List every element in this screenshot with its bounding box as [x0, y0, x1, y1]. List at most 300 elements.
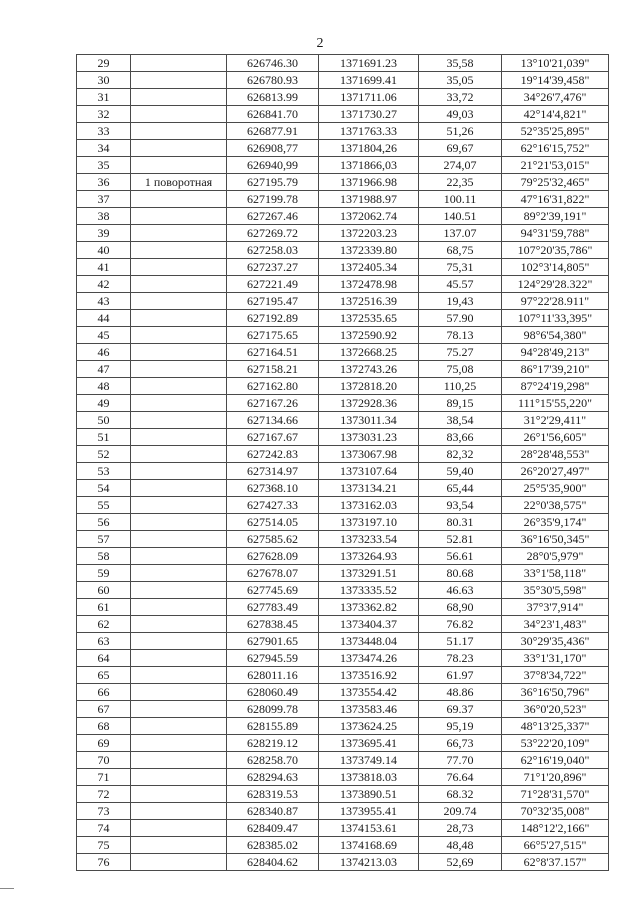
direction-angle-cell: 22°0'38,575"	[502, 497, 609, 514]
point-number-cell: 29	[77, 55, 131, 72]
point-note-cell	[131, 463, 227, 480]
x-coordinate-cell: 628219.12	[227, 735, 319, 752]
table-row	[77, 276, 609, 293]
y-coordinate-cell: 1372339.80	[319, 242, 419, 259]
table-row	[77, 565, 609, 582]
direction-angle-cell: 107°11'33,395"	[502, 310, 609, 327]
direction-angle-cell: 71°28'31,570"	[502, 786, 609, 803]
direction-angle-cell: 42°14'4,821"	[502, 106, 609, 123]
point-note-cell	[131, 786, 227, 803]
y-coordinate-cell: 1371711.06	[319, 89, 419, 106]
point-note-cell	[131, 616, 227, 633]
table-row	[77, 208, 609, 225]
direction-angle-cell: 124°29'28.322"	[502, 276, 609, 293]
point-note-cell	[131, 106, 227, 123]
point-number-cell: 39	[77, 225, 131, 242]
point-number-cell: 67	[77, 701, 131, 718]
point-number-cell: 72	[77, 786, 131, 803]
y-coordinate-cell: 1371699.41	[319, 72, 419, 89]
table-row	[77, 344, 609, 361]
y-coordinate-cell: 1372668.25	[319, 344, 419, 361]
point-number-cell: 73	[77, 803, 131, 820]
point-number-cell: 54	[77, 480, 131, 497]
table-row	[77, 259, 609, 276]
point-note-cell	[131, 395, 227, 412]
x-coordinate-cell: 627237.27	[227, 259, 319, 276]
segment-length-cell: 110,25	[419, 378, 502, 395]
point-note-cell	[131, 599, 227, 616]
direction-angle-cell: 34°23'1,483"	[502, 616, 609, 633]
direction-angle-cell: 94°28'49,213"	[502, 344, 609, 361]
x-coordinate-cell: 628011.16	[227, 667, 319, 684]
segment-length-cell: 77.70	[419, 752, 502, 769]
segment-length-cell: 49,03	[419, 106, 502, 123]
point-number-cell: 40	[77, 242, 131, 259]
x-coordinate-cell: 627745.69	[227, 582, 319, 599]
point-note-cell	[131, 123, 227, 140]
point-note-cell	[131, 735, 227, 752]
point-note-cell	[131, 157, 227, 174]
table-row	[77, 72, 609, 89]
segment-length-cell: 56.61	[419, 548, 502, 565]
point-number-cell: 48	[77, 378, 131, 395]
point-number-cell: 35	[77, 157, 131, 174]
x-coordinate-cell: 627945.59	[227, 650, 319, 667]
y-coordinate-cell: 1373516.92	[319, 667, 419, 684]
direction-angle-cell: 13°10'21,039"	[502, 55, 609, 72]
point-number-cell: 42	[77, 276, 131, 293]
segment-length-cell: 89,15	[419, 395, 502, 412]
segment-length-cell: 38,54	[419, 412, 502, 429]
segment-length-cell: 59,40	[419, 463, 502, 480]
table-row	[77, 837, 609, 854]
table-row	[77, 786, 609, 803]
direction-angle-cell: 62°16'19,040"	[502, 752, 609, 769]
y-coordinate-cell: 1373448.04	[319, 633, 419, 650]
point-number-cell: 55	[77, 497, 131, 514]
segment-length-cell: 209.74	[419, 803, 502, 820]
table-row	[77, 242, 609, 259]
direction-angle-cell: 19°14'39,458"	[502, 72, 609, 89]
y-coordinate-cell: 1373264.93	[319, 548, 419, 565]
x-coordinate-cell: 627267.46	[227, 208, 319, 225]
y-coordinate-cell: 1373335.52	[319, 582, 419, 599]
point-note-cell	[131, 497, 227, 514]
y-coordinate-cell: 1373291.51	[319, 565, 419, 582]
x-coordinate-cell: 626940,99	[227, 157, 319, 174]
y-coordinate-cell: 1374213.03	[319, 854, 419, 871]
segment-length-cell: 137.07	[419, 225, 502, 242]
direction-angle-cell: 66°5'27,515"	[502, 837, 609, 854]
direction-angle-cell: 87°24'19,298"	[502, 378, 609, 395]
point-number-cell: 52	[77, 446, 131, 463]
point-number-cell: 58	[77, 548, 131, 565]
x-coordinate-cell: 627368.10	[227, 480, 319, 497]
segment-length-cell: 51.17	[419, 633, 502, 650]
point-note-cell	[131, 837, 227, 854]
point-number-cell: 70	[77, 752, 131, 769]
point-note-cell	[131, 531, 227, 548]
point-number-cell: 61	[77, 599, 131, 616]
point-number-cell: 37	[77, 191, 131, 208]
y-coordinate-cell: 1372062.74	[319, 208, 419, 225]
point-number-cell: 36	[77, 174, 131, 191]
x-coordinate-cell: 627192.89	[227, 310, 319, 327]
segment-length-cell: 48.86	[419, 684, 502, 701]
scan-edge-mark	[0, 888, 14, 889]
direction-angle-cell: 35°30'5,598"	[502, 582, 609, 599]
table-row	[77, 650, 609, 667]
y-coordinate-cell: 1372203.23	[319, 225, 419, 242]
point-note-cell	[131, 327, 227, 344]
x-coordinate-cell: 628155.89	[227, 718, 319, 735]
y-coordinate-cell: 1372405.34	[319, 259, 419, 276]
segment-length-cell: 75,31	[419, 259, 502, 276]
point-note-cell	[131, 565, 227, 582]
x-coordinate-cell: 627838.45	[227, 616, 319, 633]
x-coordinate-cell: 626813.99	[227, 89, 319, 106]
table-row	[77, 55, 609, 72]
table-row	[77, 191, 609, 208]
x-coordinate-cell: 627134.66	[227, 412, 319, 429]
x-coordinate-cell: 627628.09	[227, 548, 319, 565]
point-number-cell: 47	[77, 361, 131, 378]
point-number-cell: 34	[77, 140, 131, 157]
table-row	[77, 497, 609, 514]
point-note-cell	[131, 820, 227, 837]
table-row	[77, 89, 609, 106]
y-coordinate-cell: 1374168.69	[319, 837, 419, 854]
table-row	[77, 310, 609, 327]
point-note-cell	[131, 140, 227, 157]
point-number-cell: 30	[77, 72, 131, 89]
segment-length-cell: 80.68	[419, 565, 502, 582]
point-number-cell: 59	[77, 565, 131, 582]
segment-length-cell: 75,08	[419, 361, 502, 378]
direction-angle-cell: 36°0'20,523"	[502, 701, 609, 718]
segment-length-cell: 100.11	[419, 191, 502, 208]
x-coordinate-cell: 627269.72	[227, 225, 319, 242]
point-number-cell: 50	[77, 412, 131, 429]
direction-angle-cell: 107°20'35,786"	[502, 242, 609, 259]
point-number-cell: 71	[77, 769, 131, 786]
table-row	[77, 769, 609, 786]
x-coordinate-cell: 627164.51	[227, 344, 319, 361]
segment-length-cell: 140.51	[419, 208, 502, 225]
point-note-cell	[131, 701, 227, 718]
segment-length-cell: 68,90	[419, 599, 502, 616]
direction-angle-cell: 36°16'50,796"	[502, 684, 609, 701]
coordinates-table	[76, 54, 609, 871]
point-number-cell: 43	[77, 293, 131, 310]
x-coordinate-cell: 627783.49	[227, 599, 319, 616]
point-number-cell: 32	[77, 106, 131, 123]
direction-angle-cell: 89°2'39,191"	[502, 208, 609, 225]
segment-length-cell: 28,73	[419, 820, 502, 837]
point-number-cell: 63	[77, 633, 131, 650]
point-number-cell: 64	[77, 650, 131, 667]
table-row	[77, 616, 609, 633]
point-number-cell: 38	[77, 208, 131, 225]
y-coordinate-cell: 1372743.26	[319, 361, 419, 378]
x-coordinate-cell: 627162.80	[227, 378, 319, 395]
direction-angle-cell: 97°22'28.911"	[502, 293, 609, 310]
x-coordinate-cell: 628060.49	[227, 684, 319, 701]
point-note-cell	[131, 259, 227, 276]
point-note-cell	[131, 276, 227, 293]
direction-angle-cell: 21°21'53,015"	[502, 157, 609, 174]
point-note-cell	[131, 650, 227, 667]
y-coordinate-cell: 1373695.41	[319, 735, 419, 752]
direction-angle-cell: 70°32'35,008"	[502, 803, 609, 820]
segment-length-cell: 274,07	[419, 157, 502, 174]
x-coordinate-cell: 627221.49	[227, 276, 319, 293]
x-coordinate-cell: 627195.47	[227, 293, 319, 310]
point-note-cell	[131, 55, 227, 72]
table-row	[77, 514, 609, 531]
y-coordinate-cell: 1374153.61	[319, 820, 419, 837]
segment-length-cell: 75.27	[419, 344, 502, 361]
segment-length-cell: 66,73	[419, 735, 502, 752]
segment-length-cell: 82,32	[419, 446, 502, 463]
table-row	[77, 412, 609, 429]
point-note-cell	[131, 769, 227, 786]
direction-angle-cell: 33°1'31,170"	[502, 650, 609, 667]
y-coordinate-cell: 1373404.37	[319, 616, 419, 633]
y-coordinate-cell: 1373067.98	[319, 446, 419, 463]
direction-angle-cell: 25°5'35,900"	[502, 480, 609, 497]
y-coordinate-cell: 1371966.98	[319, 174, 419, 191]
table-row	[77, 174, 609, 191]
table-row	[77, 820, 609, 837]
segment-length-cell: 48,48	[419, 837, 502, 854]
y-coordinate-cell: 1371866,03	[319, 157, 419, 174]
point-note-cell	[131, 684, 227, 701]
point-note-cell: 1 поворотная	[131, 174, 227, 191]
y-coordinate-cell: 1371804,26	[319, 140, 419, 157]
x-coordinate-cell: 627242.83	[227, 446, 319, 463]
point-number-cell: 62	[77, 616, 131, 633]
segment-length-cell: 78.23	[419, 650, 502, 667]
segment-length-cell: 69,67	[419, 140, 502, 157]
direction-angle-cell: 34°26'7,476"	[502, 89, 609, 106]
table-row	[77, 531, 609, 548]
y-coordinate-cell: 1372928.36	[319, 395, 419, 412]
segment-length-cell: 83,66	[419, 429, 502, 446]
table-row	[77, 140, 609, 157]
point-note-cell	[131, 548, 227, 565]
y-coordinate-cell: 1371763.33	[319, 123, 419, 140]
point-note-cell	[131, 412, 227, 429]
segment-length-cell: 51,26	[419, 123, 502, 140]
y-coordinate-cell: 1373107.64	[319, 463, 419, 480]
x-coordinate-cell: 628409.47	[227, 820, 319, 837]
point-number-cell: 44	[77, 310, 131, 327]
point-number-cell: 68	[77, 718, 131, 735]
point-number-cell: 51	[77, 429, 131, 446]
direction-angle-cell: 62°8'37.157"	[502, 854, 609, 871]
segment-length-cell: 52.81	[419, 531, 502, 548]
table-row	[77, 293, 609, 310]
direction-angle-cell: 31°2'29,411"	[502, 412, 609, 429]
x-coordinate-cell: 626746.30	[227, 55, 319, 72]
x-coordinate-cell: 628385.02	[227, 837, 319, 854]
direction-angle-cell: 37°3'7,914"	[502, 599, 609, 616]
point-note-cell	[131, 361, 227, 378]
point-note-cell	[131, 803, 227, 820]
segment-length-cell: 93,54	[419, 497, 502, 514]
direction-angle-cell: 52°35'25,895"	[502, 123, 609, 140]
direction-angle-cell: 62°16'15,752"	[502, 140, 609, 157]
table-row	[77, 752, 609, 769]
segment-length-cell: 76.64	[419, 769, 502, 786]
table-row	[77, 463, 609, 480]
table-row	[77, 106, 609, 123]
y-coordinate-cell: 1373362.82	[319, 599, 419, 616]
point-note-cell	[131, 480, 227, 497]
direction-angle-cell: 33°1'58,118"	[502, 565, 609, 582]
direction-angle-cell: 102°3'14,805"	[502, 259, 609, 276]
table-row	[77, 429, 609, 446]
y-coordinate-cell: 1373554.42	[319, 684, 419, 701]
y-coordinate-cell: 1373031.23	[319, 429, 419, 446]
segment-length-cell: 80.31	[419, 514, 502, 531]
table-row	[77, 378, 609, 395]
x-coordinate-cell: 628099.78	[227, 701, 319, 718]
point-note-cell	[131, 633, 227, 650]
direction-angle-cell: 111°15'55,220"	[502, 395, 609, 412]
y-coordinate-cell: 1372478.98	[319, 276, 419, 293]
segment-length-cell: 65,44	[419, 480, 502, 497]
x-coordinate-cell: 626908,77	[227, 140, 319, 157]
table-row	[77, 667, 609, 684]
direction-angle-cell: 148°12'2,166"	[502, 820, 609, 837]
segment-length-cell: 78.13	[419, 327, 502, 344]
y-coordinate-cell: 1372535.65	[319, 310, 419, 327]
segment-length-cell: 69.37	[419, 701, 502, 718]
point-note-cell	[131, 191, 227, 208]
segment-length-cell: 52,69	[419, 854, 502, 871]
table-row	[77, 684, 609, 701]
y-coordinate-cell: 1373583.46	[319, 701, 419, 718]
x-coordinate-cell: 627314.97	[227, 463, 319, 480]
point-number-cell: 57	[77, 531, 131, 548]
point-number-cell: 69	[77, 735, 131, 752]
point-note-cell	[131, 242, 227, 259]
table-row	[77, 327, 609, 344]
point-note-cell	[131, 208, 227, 225]
direction-angle-cell: 79°25'32,465"	[502, 174, 609, 191]
x-coordinate-cell: 626877.91	[227, 123, 319, 140]
x-coordinate-cell: 627175.65	[227, 327, 319, 344]
direction-angle-cell: 98°6'54,380"	[502, 327, 609, 344]
direction-angle-cell: 53°22'20,109"	[502, 735, 609, 752]
point-note-cell	[131, 582, 227, 599]
point-note-cell	[131, 854, 227, 871]
x-coordinate-cell: 627514.05	[227, 514, 319, 531]
point-note-cell	[131, 446, 227, 463]
segment-length-cell: 61.97	[419, 667, 502, 684]
segment-length-cell: 95,19	[419, 718, 502, 735]
x-coordinate-cell: 628258.70	[227, 752, 319, 769]
point-note-cell	[131, 89, 227, 106]
direction-angle-cell: 26°1'56,605"	[502, 429, 609, 446]
y-coordinate-cell: 1373624.25	[319, 718, 419, 735]
y-coordinate-cell: 1373749.14	[319, 752, 419, 769]
point-number-cell: 41	[77, 259, 131, 276]
x-coordinate-cell: 627158.21	[227, 361, 319, 378]
y-coordinate-cell: 1373890.51	[319, 786, 419, 803]
point-note-cell	[131, 752, 227, 769]
point-number-cell: 53	[77, 463, 131, 480]
point-number-cell: 60	[77, 582, 131, 599]
y-coordinate-cell: 1373134.21	[319, 480, 419, 497]
x-coordinate-cell: 627585.62	[227, 531, 319, 548]
segment-length-cell: 46.63	[419, 582, 502, 599]
segment-length-cell: 57.90	[419, 310, 502, 327]
segment-length-cell: 35,05	[419, 72, 502, 89]
segment-length-cell: 76.82	[419, 616, 502, 633]
point-number-cell: 74	[77, 820, 131, 837]
point-note-cell	[131, 667, 227, 684]
x-coordinate-cell: 628319.53	[227, 786, 319, 803]
y-coordinate-cell: 1371691.23	[319, 55, 419, 72]
x-coordinate-cell: 627678.07	[227, 565, 319, 582]
x-coordinate-cell: 627195.79	[227, 174, 319, 191]
point-number-cell: 45	[77, 327, 131, 344]
point-number-cell: 65	[77, 667, 131, 684]
x-coordinate-cell: 627427.33	[227, 497, 319, 514]
point-note-cell	[131, 429, 227, 446]
y-coordinate-cell: 1373955.41	[319, 803, 419, 820]
table-row	[77, 361, 609, 378]
direction-angle-cell: 94°31'59,788"	[502, 225, 609, 242]
point-number-cell: 49	[77, 395, 131, 412]
y-coordinate-cell: 1373197.10	[319, 514, 419, 531]
direction-angle-cell: 48°13'25,337"	[502, 718, 609, 735]
point-number-cell: 31	[77, 89, 131, 106]
segment-length-cell: 68.32	[419, 786, 502, 803]
coordinates-table-body	[77, 55, 609, 871]
x-coordinate-cell: 627901.65	[227, 633, 319, 650]
segment-length-cell: 45.57	[419, 276, 502, 293]
direction-angle-cell: 28°28'48,553"	[502, 446, 609, 463]
table-row	[77, 225, 609, 242]
x-coordinate-cell: 628340.87	[227, 803, 319, 820]
direction-angle-cell: 71°1'20,896"	[502, 769, 609, 786]
segment-length-cell: 35,58	[419, 55, 502, 72]
point-number-cell: 76	[77, 854, 131, 871]
point-note-cell	[131, 378, 227, 395]
table-row	[77, 123, 609, 140]
segment-length-cell: 33,72	[419, 89, 502, 106]
table-row	[77, 446, 609, 463]
point-number-cell: 56	[77, 514, 131, 531]
table-row	[77, 480, 609, 497]
y-coordinate-cell: 1372590.92	[319, 327, 419, 344]
direction-angle-cell: 37°8'34,722"	[502, 667, 609, 684]
point-note-cell	[131, 514, 227, 531]
segment-length-cell: 19,43	[419, 293, 502, 310]
table-row	[77, 395, 609, 412]
direction-angle-cell: 26°35'9,174"	[502, 514, 609, 531]
y-coordinate-cell: 1373474.26	[319, 650, 419, 667]
table-row	[77, 157, 609, 174]
x-coordinate-cell: 627199.78	[227, 191, 319, 208]
segment-length-cell: 22,35	[419, 174, 502, 191]
point-note-cell	[131, 344, 227, 361]
y-coordinate-cell: 1371988.97	[319, 191, 419, 208]
